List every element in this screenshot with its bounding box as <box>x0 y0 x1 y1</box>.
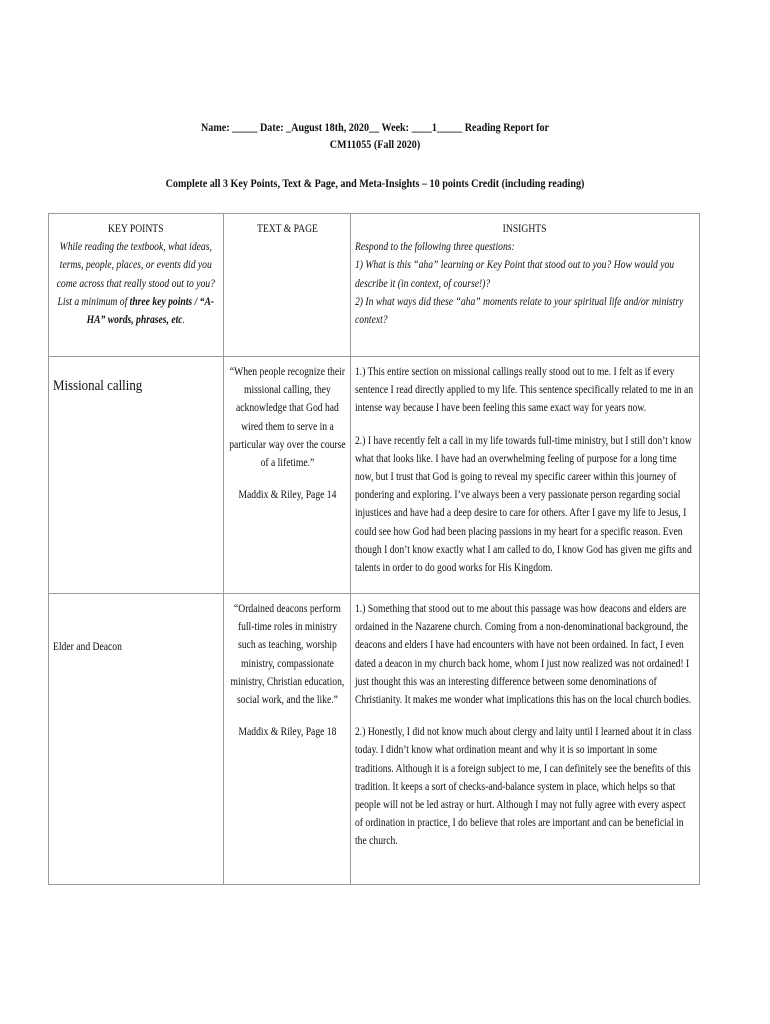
insights-instruction-1: Respond to the following three questions: <box>355 241 515 254</box>
text-page-cell <box>224 594 351 885</box>
text-page-title: TEXT & PAGE <box>256 223 318 235</box>
reading-report-table <box>48 213 700 885</box>
citation-text: Maddix & Riley, Page 18 <box>238 726 336 739</box>
quote-text: “When people recognize their missional calling, they acknowledge that God had wired them to serve in a particular way over the course of a lifetime.” <box>228 366 346 470</box>
key-points-note-bold-2: “A-HA” words, phrases, etc <box>86 295 215 327</box>
insight-answer-2: 2.) I have recently felt a call in my life towards full-time ministry, but I still don’t know what that looks like. I have had an overwhelming feeling of purpose for a long time now, but I trust that God is going to reveal my specific career within this journey of pondering and exploring. I’ve always been a very passionate person regarding social injustices and have had a deep desire to care for others. After I gave my life to Jesus, I could see how God had been placing passions in my heart for a specific reason. Even though I don’t know exactly what I am called to do, I know God has given me gifts and talents in order to do good works for His Kingdom. <box>355 434 692 575</box>
insight-answer-1: 1.) This entire section on missional callings really stood out to me. I felt as if every sentence I read directly applied to my life. This sentence specifically related to me in an intense way because I have been feeling this same exact way for years now. <box>355 366 694 415</box>
insight-answer-1: 1.) Something that stood out to me about this passage was how deacons and elders are ordained in the Nazarene church. Coming from a non-denominational background, the deacons and elders I have had encounters with have not been ordained. In fact, I even dated a deacon in my church back home, whom I just now realized was not ordained! I just thought this was an interesting difference between some denominations of Christianity. It makes me wonder what implications this has on the local church bodies. <box>355 603 692 707</box>
key-point-text: Elder and Deacon <box>53 641 122 653</box>
key-point-cell <box>49 594 224 885</box>
header-line-1: Name: _____ Date: _August 18th, 2020__ Week: ____1_____ Reading Report for <box>200 122 550 134</box>
table-header-row <box>49 214 700 357</box>
instructions: Complete all 3 Key Points, Text & Page, and Meta-Insights – 10 points Credit (including reading) <box>165 178 585 190</box>
insights-instruction-3: 2) In what ways did these “aha” moments relate to your spiritual life and/or ministry context? <box>355 295 684 327</box>
key-points-note-suffix: . <box>182 314 185 327</box>
key-point-text: Missional calling <box>53 378 143 394</box>
key-point-cell <box>49 357 224 594</box>
insights-cell <box>351 594 700 885</box>
table-row <box>49 594 700 885</box>
report-header <box>89 120 661 154</box>
key-points-note-bold: three key points <box>129 295 193 308</box>
key-points-instructions <box>53 238 219 329</box>
quote-text: “Ordained deacons perform full-time roles in ministry such as teaching, worship ministry, compassionate ministry, Christian education, social work, and the like.” <box>230 603 344 707</box>
table-row <box>49 357 700 594</box>
header-line-2: CM11055 (Fall 2020) <box>329 139 421 151</box>
insights-title: INSIGHTS <box>502 223 547 235</box>
insights-cell <box>351 357 700 594</box>
key-points-header-cell <box>49 214 224 357</box>
text-page-header-cell <box>224 214 351 357</box>
key-points-note-sep: / <box>192 295 200 308</box>
text-page-cell <box>224 357 351 594</box>
insight-answer-2: 2.) Honestly, I did not know much about clergy and laity until I learned about it in class today. I didn’t know what ordination meant and why it is so important in some traditions. Although it is a foreign subject to me, I can definitely see the benefits of this tradition. It keeps a sort of checks-and-balance system in place, which helps so that people will not be led astray or hurt. Although I may not fully agree with every aspect of ordination in practice, I do believe that roles are important and can be beneficial in the church. <box>355 726 692 848</box>
key-points-title: KEY POINTS <box>108 223 164 235</box>
insights-header-cell <box>351 214 700 357</box>
insights-instruction-2: 1) What is this “aha” learning or Key Point that stood out to you? How would you describe it (in context, of course!)? <box>355 259 675 290</box>
key-points-note-text: While reading the textbook, what ideas, terms, people, places, or events did you come across that really stood out to you? List a minimum of <box>56 241 215 308</box>
citation-text: Maddix & Riley, Page 14 <box>238 489 336 502</box>
